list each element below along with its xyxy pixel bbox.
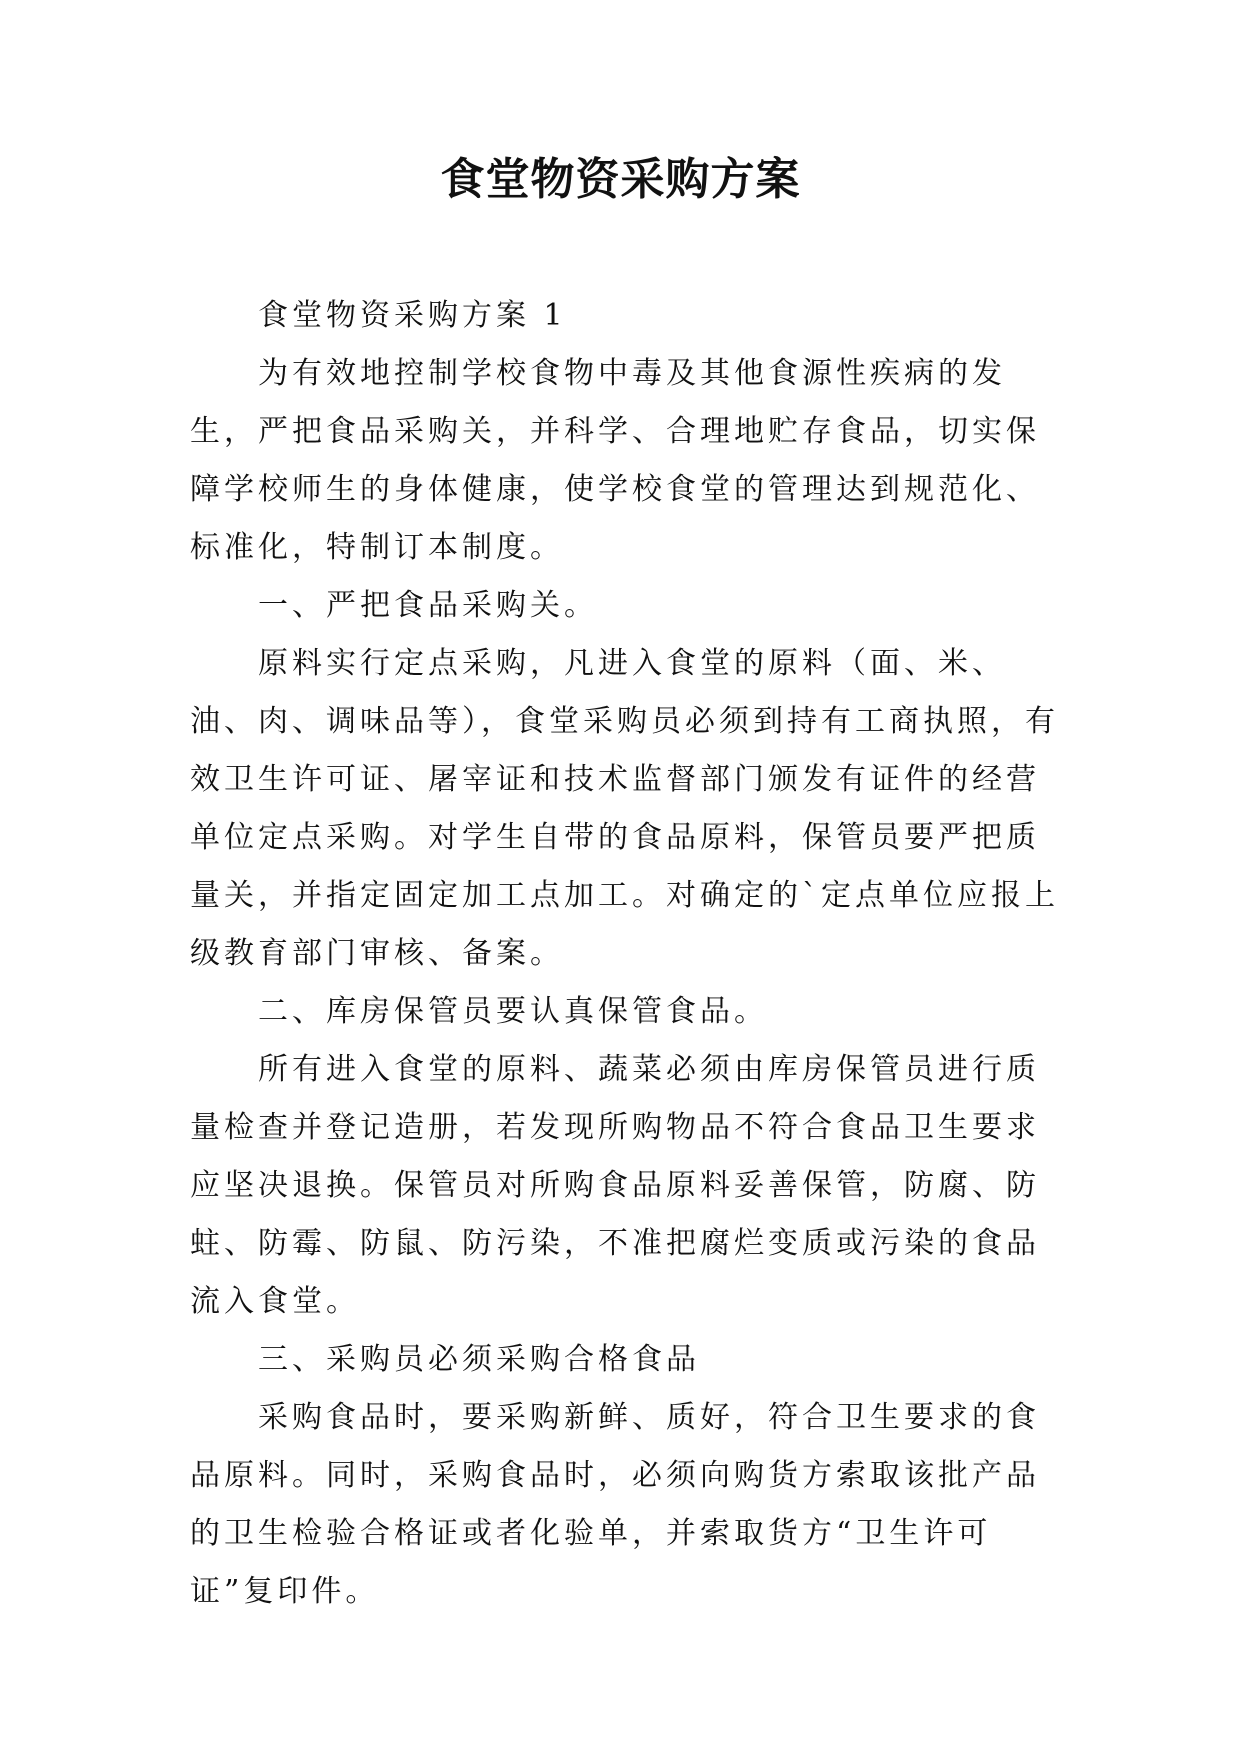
section-3-paragraph: 采购食品时，要采购新鲜、质好，符合卫生要求的食品原料。同时，采购食品时，必须向购货方索取该批产品的卫生检验合格证或者化验单，并索取货方“卫生许可证”复印件。 (190, 1400, 1040, 1609)
section-1-paragraph: 原料实行定点采购，凡进入食堂的原料（面、米、油、肉、调味品等），食堂采购员必须到持有工商执照，有效卫生许可证、屠宰证和技术监督部门颁发有证件的经营单位定点采购。对学生自带的食品原料，保管员要严把质量关，并指定固定加工点加工。对确定的`定点单位应报上级教育部门审核、备案。 (190, 646, 1059, 971)
section-heading-plan-1: 食堂物资采购方案 1 (258, 298, 567, 333)
section-2-paragraph: 所有进入食堂的原料、蔬菜必须由库房保管员进行质量检查并登记造册，若发现所购物品不符合食品卫生要求应坚决退换。保管员对所购食品原料妥善保管，防腐、防蛀、防霉、防鼠、防污染，不准把腐烂变质或污染的食品流入食堂。 (190, 1052, 1040, 1319)
section-heading-3: 三、采购员必须采购合格食品 (258, 1342, 700, 1377)
section-heading-2: 二、库房保管员要认真保管食品。 (258, 994, 768, 1029)
document-title: 食堂物资采购方案 (440, 154, 801, 205)
intro-paragraph: 为有效地控制学校食物中毒及其他食源性疾病的发生，严把食品采购关，并科学、合理地贮存食品，切实保障学校师生的身体健康，使学校食堂的管理达到规范化、标准化，特制订本制度。 (190, 356, 1040, 565)
document-body (190, 287, 1070, 1621)
section-heading-1: 一、严把食品采购关。 (258, 588, 598, 623)
